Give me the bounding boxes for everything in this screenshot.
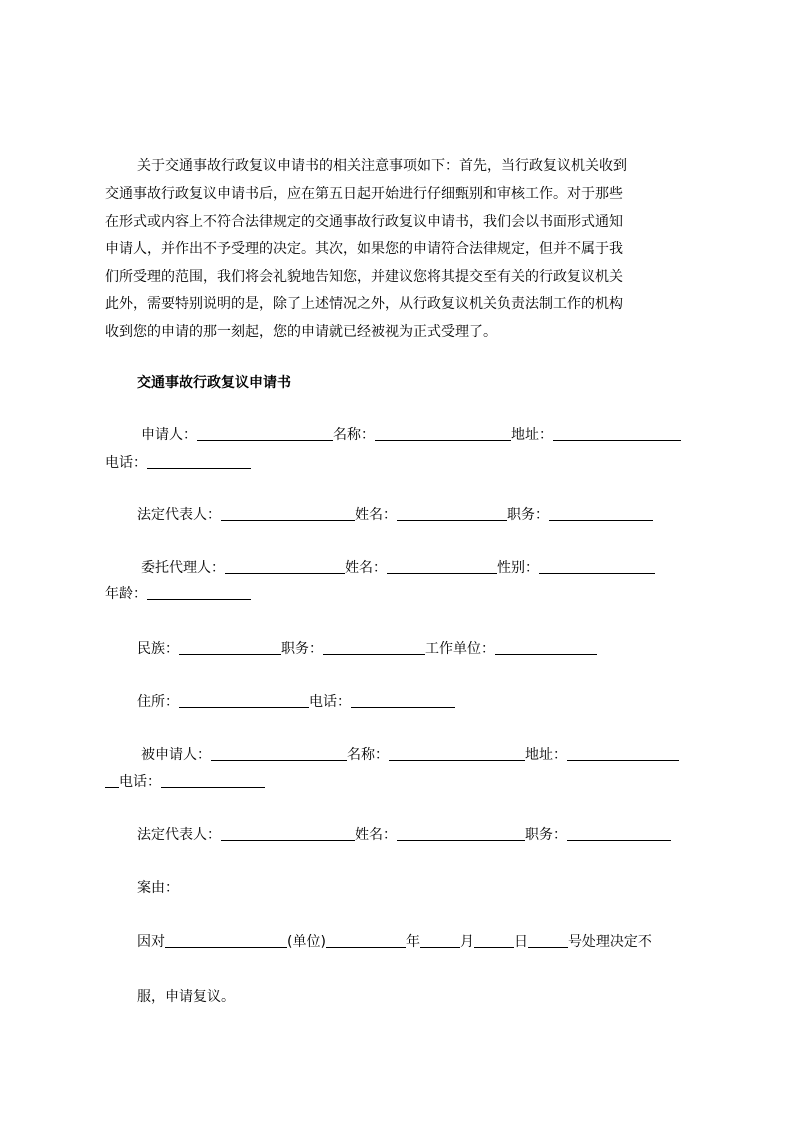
agent-gender-field[interactable] [539,559,655,574]
decision-month-field[interactable] [420,933,460,948]
intro-line-2: 交通事故行政复议申请书后，应在第五日起开始进行仔细甄别和审核工作。对于那些 [105,186,623,202]
applicant-name-field[interactable] [375,426,511,441]
agent-gender-label: 性别： [497,560,539,576]
respondent-legal-rep-row [137,825,671,845]
legal-rep-label: 法定代表人： [137,507,221,523]
intro-line-1: 关于交通事故行政复议申请书的相关注意事项如下：首先，当行政复议机关收到 [137,158,627,174]
form-title: 交通事故行政复议申请书 [137,375,291,391]
intro-line-4: 申请人，并作出不予受理的决定。其次，如果您的申请符合法律规定，但并不属于我 [105,241,623,257]
agent-age-label: 年龄： [105,586,147,602]
unit-label: (单位) [287,934,326,950]
agent-row [141,558,655,578]
respondent-legal-rep-label: 法定代表人： [137,827,221,843]
day-label: 日 [513,934,528,950]
agent-name-label: 姓名： [345,560,387,576]
agent-label: 委托代理人： [141,560,225,576]
applicant-label: 申请人： [141,427,197,443]
respondent-phone-field[interactable] [161,773,265,788]
decision-day-field[interactable] [474,933,514,948]
respondent-legal-rep-name-field[interactable] [397,826,525,841]
respondent-legal-rep-field[interactable] [221,826,355,841]
work-unit-label: 工作单位： [425,641,495,657]
respondent-legal-rep-position-label: 职务： [525,827,567,843]
agent-age-row [105,584,251,604]
agent-name-field[interactable] [387,559,497,574]
applicant-phone-field[interactable] [147,454,251,469]
ethnicity-position-field[interactable] [323,640,425,655]
applicant-phone-label: 电话： [105,455,147,471]
intro-line-7: 收到您的申请的那一刻起，您的申请就已经被视为正式受理了。 [105,324,497,340]
because-of-label: 因对 [137,934,165,950]
residence-field[interactable] [179,693,309,708]
ethnicity-position-label: 职务： [281,641,323,657]
residence-label: 住所： [137,694,179,710]
applicant-field[interactable] [197,426,333,441]
ethnicity-field[interactable] [179,640,281,655]
respondent-field[interactable] [211,746,347,761]
legal-rep-name-label: 姓名： [355,507,397,523]
applicant-phone-row [105,453,251,473]
closing-text: 服，申请复议。 [137,989,235,1005]
respondent-address-label: 地址： [525,747,567,763]
decision-number-field[interactable] [528,933,568,948]
respondent-name-field[interactable] [389,746,525,761]
agent-field[interactable] [225,559,345,574]
year-label: 年 [405,934,420,950]
intro-line-5: 们所受理的范围，我们将会礼貌地告知您，并建议您将其提交至有关的行政复议机关 [105,269,623,285]
respondent-phone-label: 电话： [119,774,161,790]
respondent-legal-rep-position-field[interactable] [567,826,671,841]
legal-rep-position-field[interactable] [549,506,653,521]
respondent-phone-row [105,772,265,792]
respondent-label: 被申请人： [141,747,211,763]
residence-phone-label: 电话： [309,694,351,710]
legal-rep-position-label: 职务： [507,507,549,523]
decision-authority-field[interactable] [165,933,287,948]
decision-suffix: 号处理决定不 [567,934,652,950]
respondent-address-field[interactable] [567,746,679,761]
respondent-row [141,745,679,765]
intro-line-6: 此外，需要特别说明的是，除了上述情况之外，从行政复议机关负责法制工作的机构 [105,296,623,312]
applicant-address-field[interactable] [553,426,681,441]
ethnicity-label: 民族： [137,641,179,657]
legal-rep-name-field[interactable] [397,506,507,521]
agent-age-field[interactable] [147,585,251,600]
month-label: 月 [459,934,474,950]
applicant-address-label: 地址： [511,427,553,443]
intro-line-3: 在形式或内容上不符合法律规定的交通事故行政复议申请书，我们会以书面形式通知 [105,214,623,230]
legal-rep-field[interactable] [221,506,355,521]
work-unit-field[interactable] [495,640,597,655]
decision-year-field[interactable] [326,933,406,948]
respondent-legal-rep-name-label: 姓名： [355,827,397,843]
respondent-address-field-cont[interactable] [105,773,119,788]
decision-row [137,932,652,952]
ethnicity-row [137,639,597,659]
applicant-name-label: 名称： [333,427,375,443]
applicant-row [141,425,681,445]
residence-phone-field[interactable] [351,693,455,708]
residence-row [137,692,455,712]
case-reason-label: 案由： [137,880,179,896]
legal-rep-row [137,505,653,525]
respondent-name-label: 名称： [347,747,389,763]
